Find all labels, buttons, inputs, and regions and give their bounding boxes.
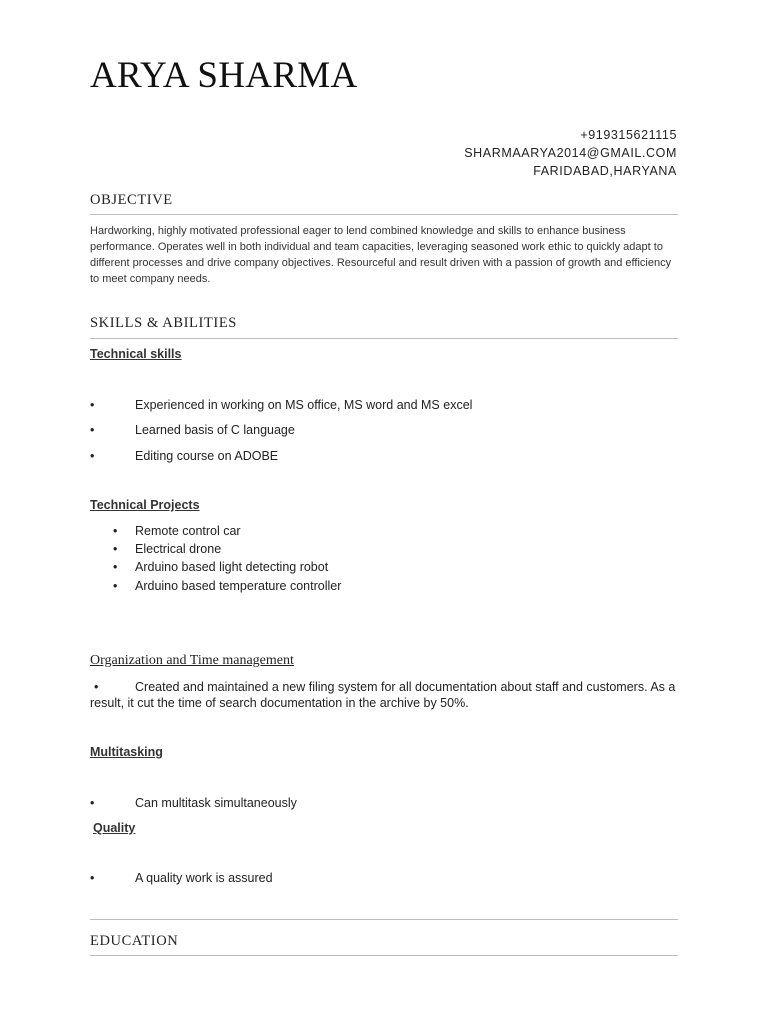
bullet-icon: • xyxy=(90,449,95,463)
list-item-text: Arduino based temperature controller xyxy=(135,579,342,593)
contact-block xyxy=(464,126,677,180)
bullet-icon: • xyxy=(94,680,99,694)
list-item xyxy=(90,423,680,441)
education-title: EDUCATION xyxy=(90,933,179,949)
organization-heading: Organization and Time management xyxy=(90,653,294,668)
bullet-icon: • xyxy=(113,560,118,574)
bullet-icon: • xyxy=(113,524,118,538)
skills-divider xyxy=(90,338,678,339)
list-item-text: Electrical drone xyxy=(135,542,222,556)
location: FARIDABAD,HARYANA xyxy=(533,164,677,178)
education-top-divider xyxy=(90,919,678,920)
multitasking-heading: Multitasking xyxy=(90,745,163,759)
candidate-name: ARYA SHARMA xyxy=(90,55,358,96)
list-item xyxy=(90,560,680,578)
bullet-icon: • xyxy=(90,423,95,437)
skills-title: SKILLS & ABILITIES xyxy=(90,315,237,331)
list-item xyxy=(90,398,680,416)
objective-text: Hardworking, highly motivated professional eager to lend combined knowledge and skills to enhance business performance. Operates well in both individual and team capacities, leveraging seasoned work ethic to quickly adapt to different processes and drive company objectives. Resourceful and result driven with a passion of growth and efficiency to meet company needs. xyxy=(90,225,672,285)
bullet-icon: • xyxy=(113,542,118,556)
bullet-icon: • xyxy=(90,796,95,810)
list-item-text: A quality work is assured xyxy=(135,871,273,885)
list-item-text: Remote control car xyxy=(135,524,241,538)
list-item-text: Experienced in working on MS office, MS word and MS excel xyxy=(135,398,473,412)
phone-number: +919315621115 xyxy=(580,128,677,142)
quality-heading: Quality xyxy=(93,821,136,835)
objective-divider xyxy=(90,214,678,215)
technical-skills-heading: Technical skills xyxy=(90,347,182,361)
list-item xyxy=(90,579,680,597)
list-item xyxy=(90,524,680,542)
list-item xyxy=(90,542,680,560)
technical-projects-heading: Technical Projects xyxy=(90,498,200,512)
list-item-text: Arduino based light detecting robot xyxy=(135,560,329,574)
education-divider xyxy=(90,955,678,956)
email-address: SHARMAARYA2014@GMAIL.COM xyxy=(464,146,677,160)
bullet-icon: • xyxy=(90,398,95,412)
bullet-icon: • xyxy=(113,579,118,593)
bullet-icon: • xyxy=(90,871,95,885)
list-item xyxy=(90,796,680,814)
list-item-text: Can multitask simultaneously xyxy=(135,796,297,810)
list-item-text: Editing course on ADOBE xyxy=(135,449,279,463)
list-item xyxy=(90,449,680,467)
list-item xyxy=(90,871,680,889)
organization-paragraph xyxy=(90,679,680,711)
list-item-text: Learned basis of C language xyxy=(135,423,295,437)
organization-text: Created and maintained a new filing system for all documentation about staff and customers. As a result, it cut the time of search documentation in the archive by 50%. xyxy=(90,680,676,710)
objective-title: OBJECTIVE xyxy=(90,192,173,208)
